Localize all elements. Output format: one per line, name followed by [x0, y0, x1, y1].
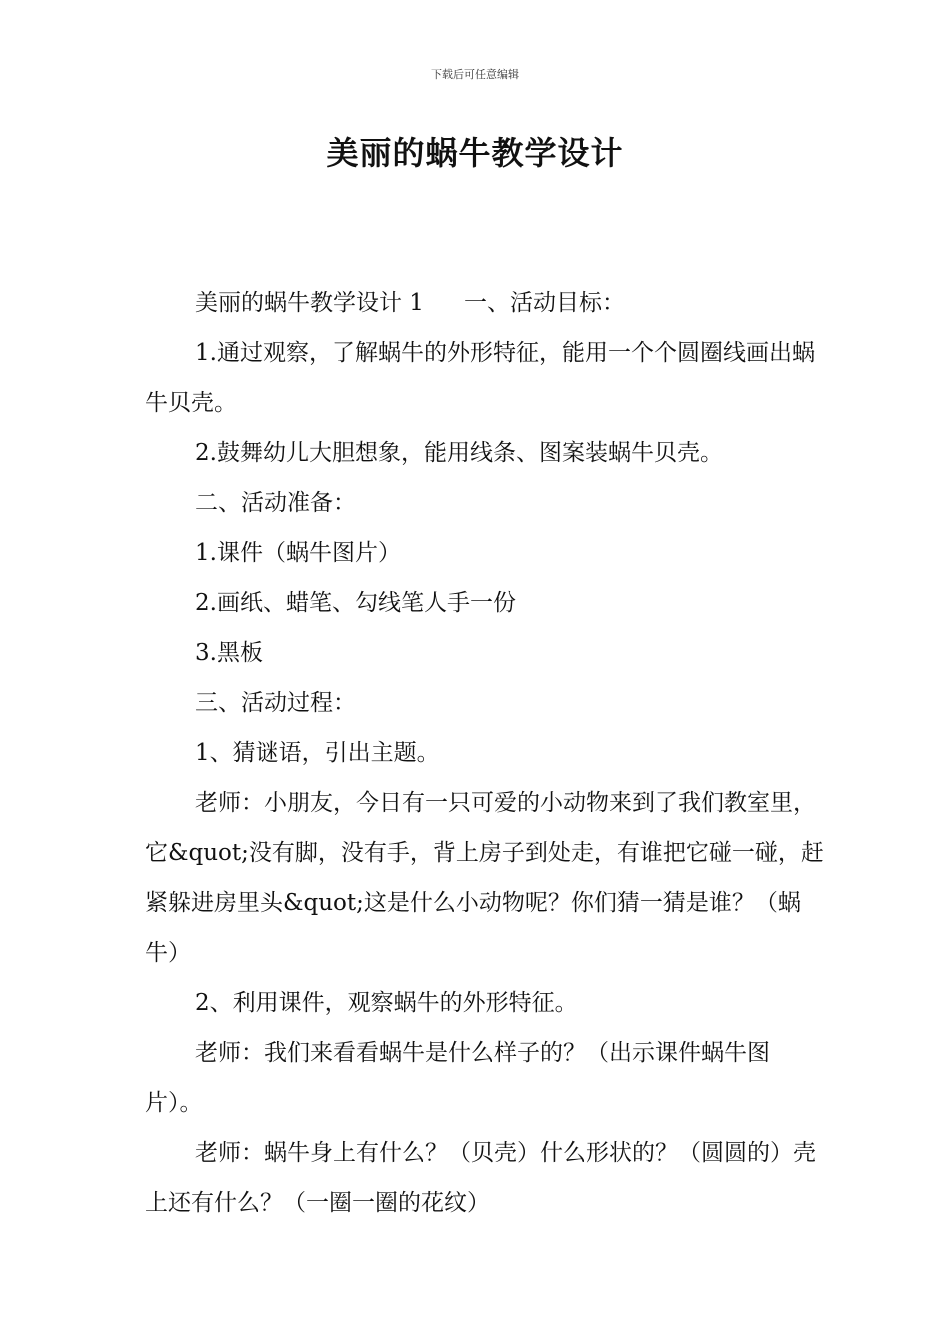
- section-heading-goals: 一、活动目标：: [463, 290, 625, 316]
- intro-line: [145, 278, 825, 328]
- paragraph: 老师：小朋友，今日有一只可爱的小动物来到了我们教室里，它&quot;没有脚，没有手，背上房子到处走，有谁把它碰一碰，赶紧躲进房里头&quot;这是什么小动物呢？你们猜一猜是谁？（蜗牛）: [145, 790, 824, 966]
- paragraph: 2.鼓舞幼儿大胆想象，能用线条、图案装蜗牛贝壳。: [195, 440, 723, 466]
- section-heading: 三、活动过程：: [195, 690, 356, 716]
- intro-subtitle: 美丽的蜗牛教学设计 1: [195, 290, 424, 316]
- step-heading: 1、猜谜语，引出主题。: [195, 740, 440, 766]
- section-heading: 二、活动准备：: [195, 490, 356, 516]
- list-item: 3.黑板: [195, 640, 263, 666]
- paragraph: 老师：蜗牛身上有什么？（贝壳）什么形状的？（圆圆的）壳上还有什么？（一圈一圈的花纹）: [145, 1140, 816, 1216]
- header-note: 下载后可任意编辑: [431, 68, 519, 81]
- step-heading: 2、利用课件，观察蜗牛的外形特征。: [195, 990, 578, 1016]
- paragraph: 老师：我们来看看蜗牛是什么样子的？（出示课件蜗牛图片）。: [145, 1040, 770, 1116]
- paragraph: 1.通过观察，了解蜗牛的外形特征，能用一个个圆圈线画出蜗牛贝壳。: [145, 340, 815, 416]
- document-title: 美丽的蜗牛教学设计: [326, 134, 624, 172]
- list-item: 1.课件（蜗牛图片）: [195, 540, 401, 566]
- document-body: [145, 278, 825, 1228]
- list-item: 2.画纸、蜡笔、勾线笔人手一份: [195, 590, 516, 616]
